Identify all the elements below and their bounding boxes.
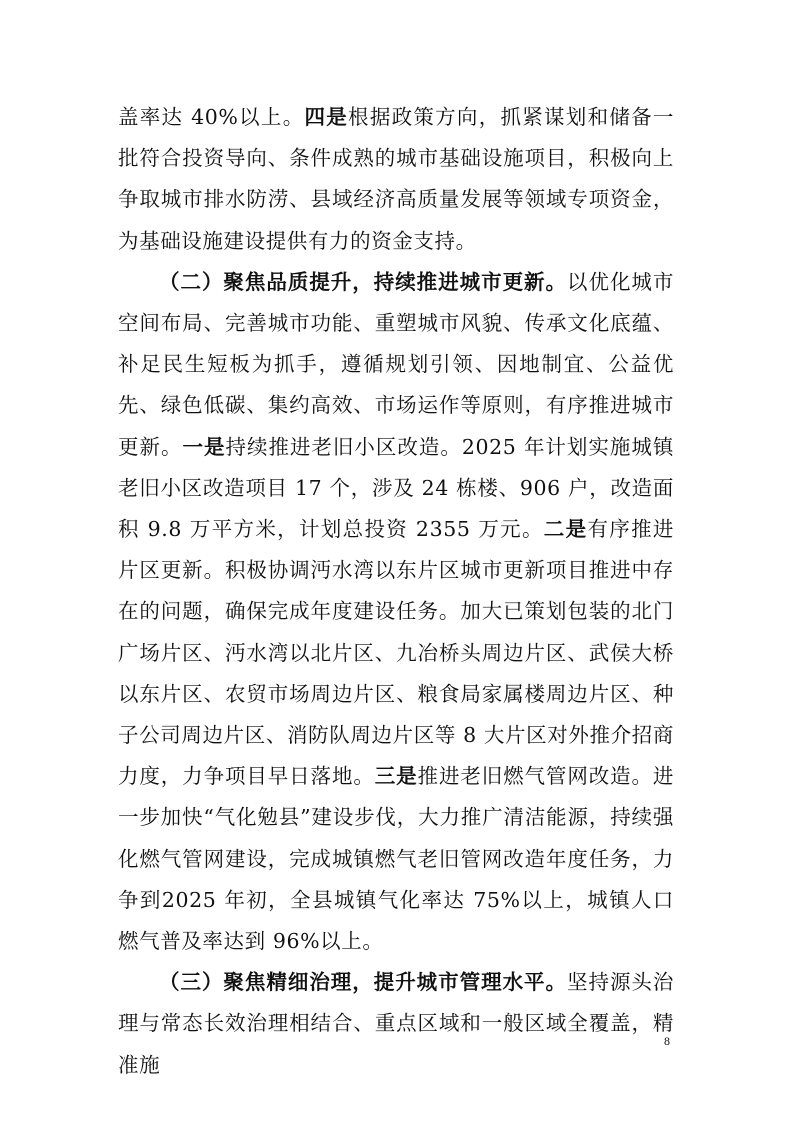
page-number: 8 <box>664 1034 670 1048</box>
text-run: 有序推进片区更新。积极协调沔水湾以东片区城市更新项目推进中存在的问题，确保完成年度建设任务。加大已策划包装的北门广场片区、沔水湾以北片区、九冶桥头周边片区、武侯大桥以东片区、农贸市场周边片区、粮食局家属楼周边片区、种子公司周边片区、消防队周边片区等 8 大片区对外推介招商力度，力争项目早日落地。 <box>118 517 674 789</box>
bold-marker-two: 二是 <box>543 517 588 542</box>
section-heading-2: （二）聚焦品质提升，持续推进城市更新。 <box>159 269 567 294</box>
bold-marker-one: 一是 <box>182 434 226 459</box>
text-run: 推进老旧燃气管网改造。进一步加快“气化勉县”建设步伐，大力推广清洁能源，持续强化燃气管网建设，完成城镇燃气老旧管网改造年度任务，力争到2025 年初，全县城镇气化率达 75%以上，城镇人口燃气普及率达到 96%以上。 <box>118 764 674 954</box>
paragraph-fine-governance <box>118 962 674 1086</box>
bold-marker-three: 三是 <box>374 764 418 789</box>
text-run: 持续推进老旧小区改造。2025 年计划实施城镇老旧小区改造项目 17 个，涉及 24 栋楼、906 户，改造面积 9.8 万平方米，计划总投资 2355 万元。 <box>118 434 674 542</box>
paragraph-infrastructure-funding <box>118 97 674 262</box>
section-heading-3: （三）聚焦精细治理，提升城市管理水平。 <box>159 970 567 995</box>
body-text <box>118 97 674 1086</box>
bold-marker-four: 四是 <box>304 105 349 129</box>
text-run: 根据政策方向，抓紧谋划和储备一批符合投资导向、条件成熟的城市基础设施项目，积极向上争取城市排水防涝、县域经济高质量发展等领域专项资金，为基础设施建设提供有力的资金支持。 <box>118 105 674 253</box>
text-run: 盖率达 40%以上。 <box>118 105 305 129</box>
paragraph-urban-renewal <box>118 262 674 962</box>
text-run: 以优化城市空间布局、完善城市功能、重塑城市风貌、传承文化底蕴、补足民生短板为抓手，遵循规划引领、因地制宜、公益优先、绿色低碳、集约高效、市场运作等原则，有序推进城市更新。 <box>118 269 674 459</box>
text-run: 坚持源头治理与常态长效治理相结合、重点区域和一般区域全覆盖，精准施 <box>118 970 674 1077</box>
